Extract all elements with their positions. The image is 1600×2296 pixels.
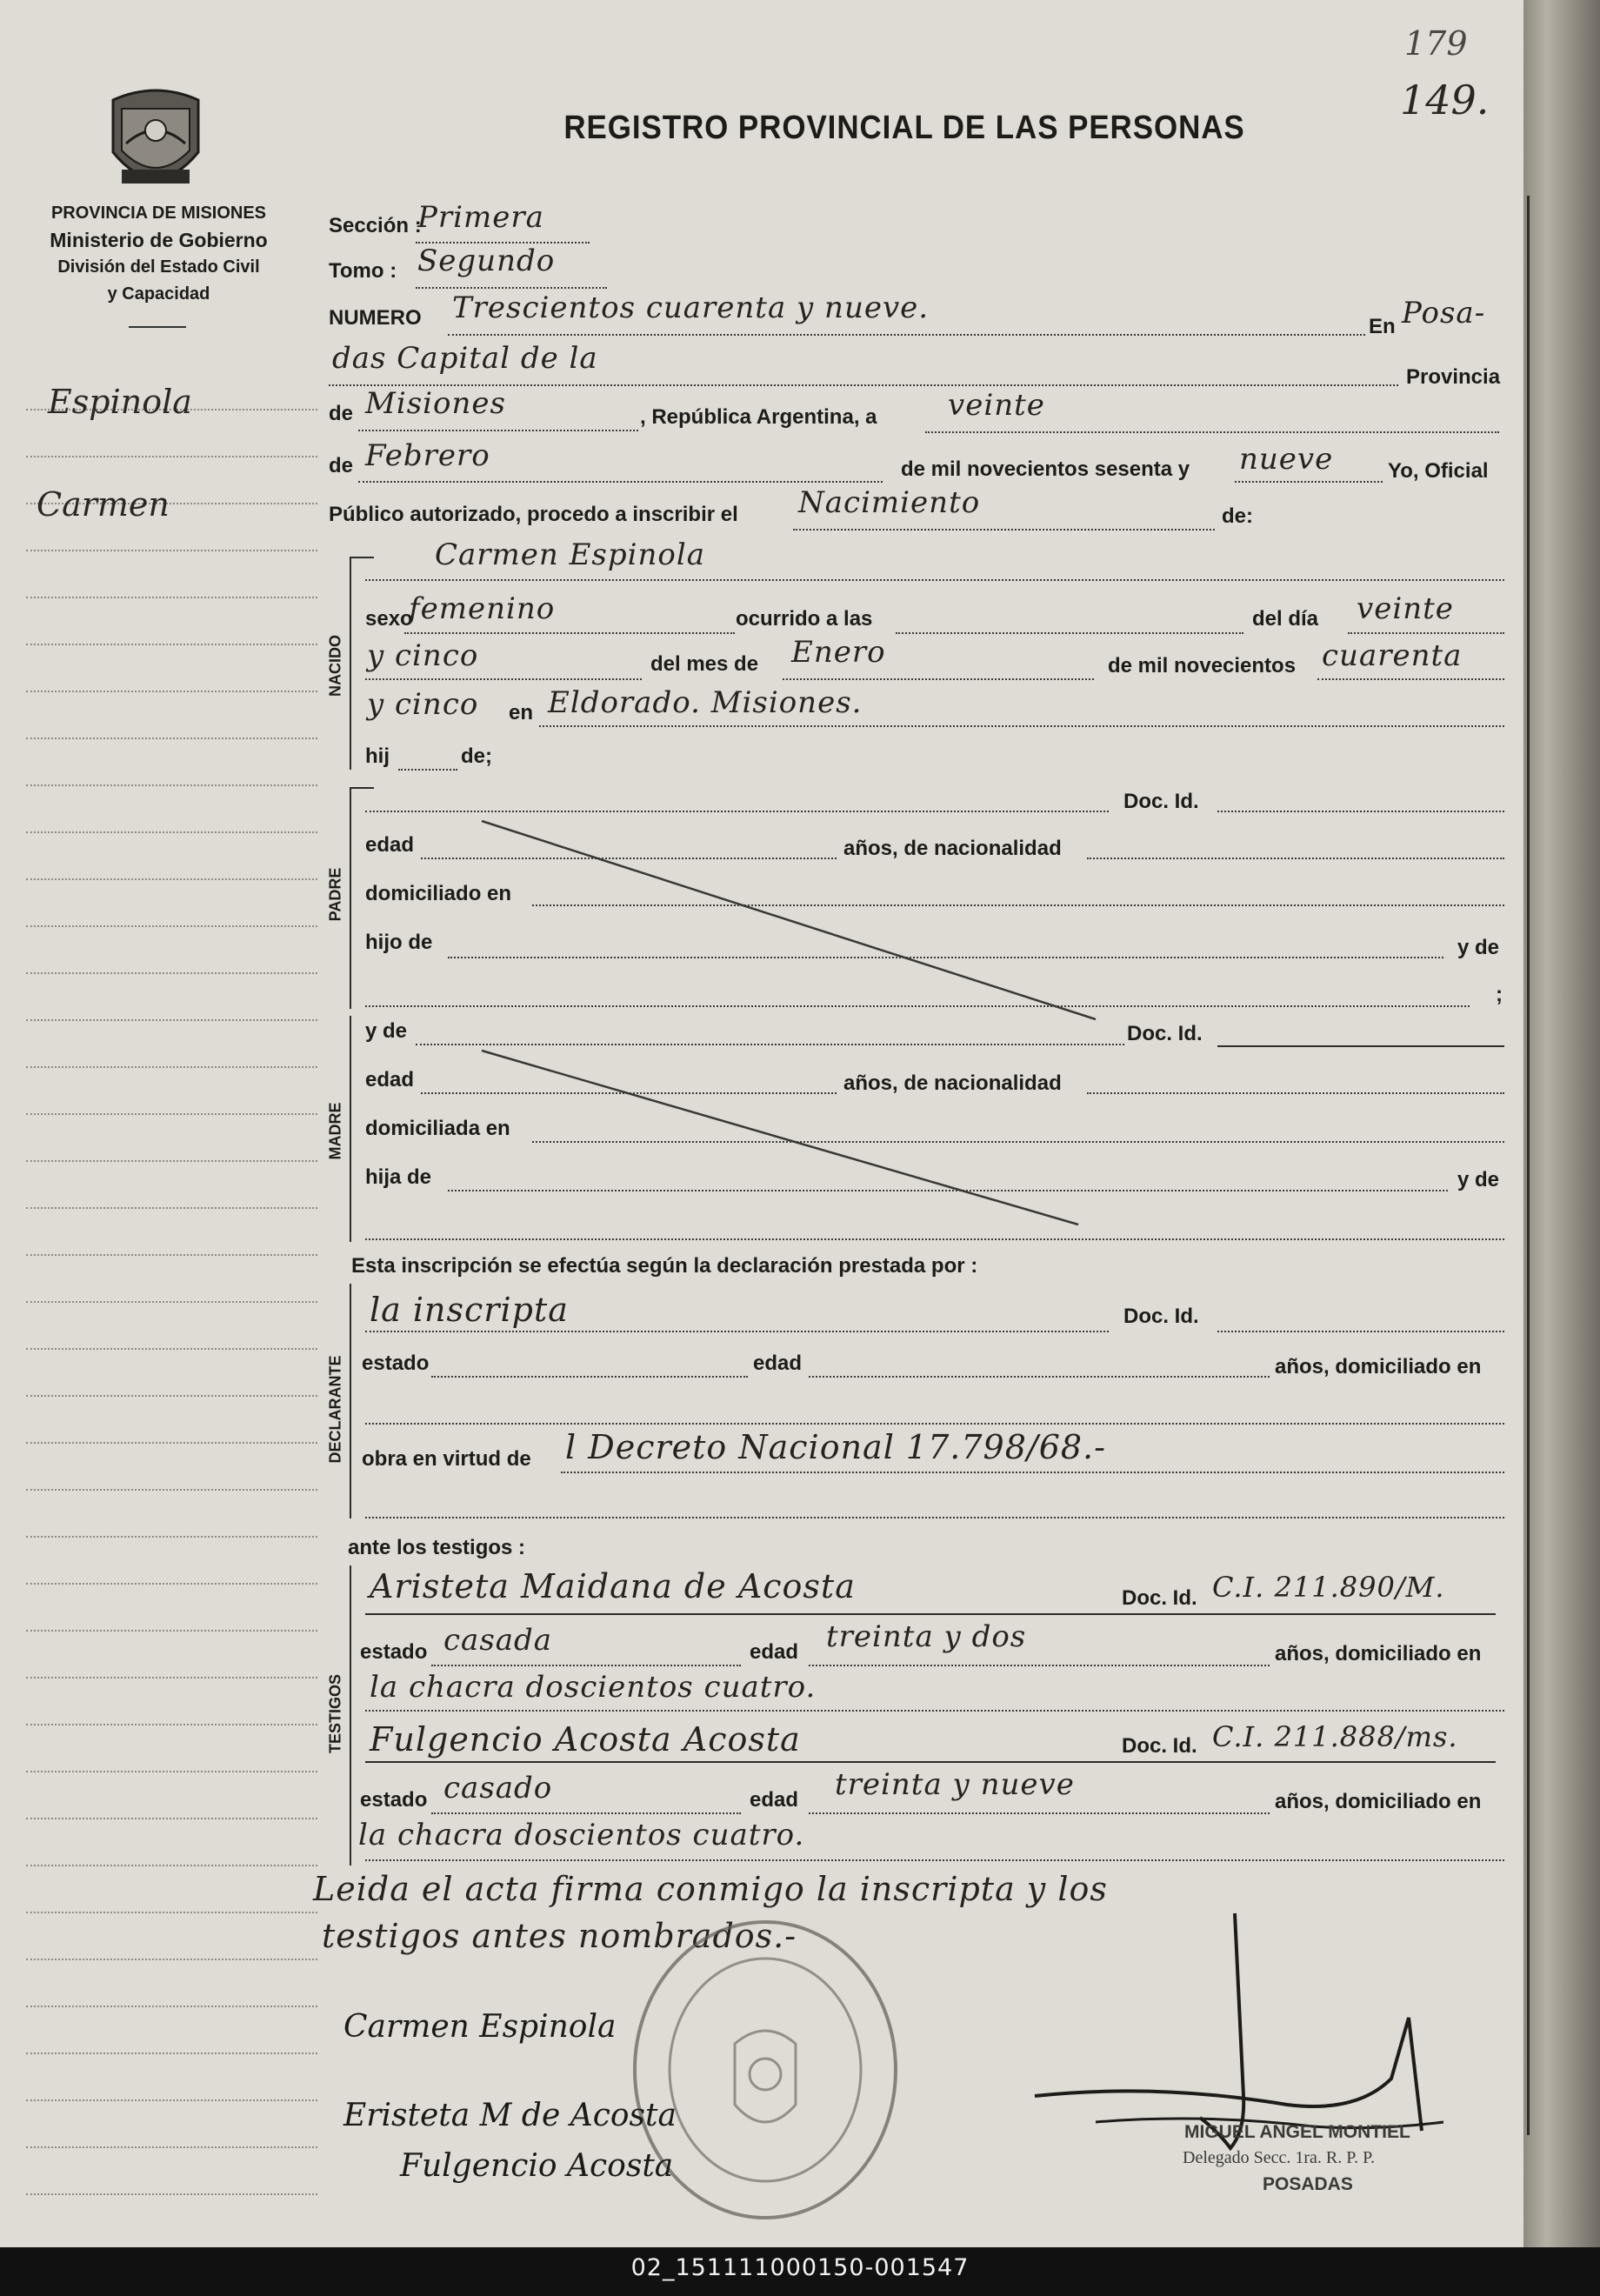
dotted-line	[1217, 1331, 1504, 1332]
margin-ruled-line	[26, 738, 317, 739]
padre-crossout-line	[470, 809, 1104, 1026]
margin-ruled-line	[26, 1489, 317, 1491]
margin-ruled-line	[26, 644, 317, 645]
en-label: En	[1369, 315, 1396, 338]
dotted-line	[809, 1665, 1270, 1666]
dotted-line	[809, 1376, 1270, 1378]
dotted-line	[365, 678, 642, 680]
testigo1-edad-value: treinta y dos	[826, 1619, 1027, 1654]
margin-ruled-line	[26, 1536, 317, 1538]
testigo2-name: Fulgencio Acosta Acosta	[370, 1720, 801, 1759]
testigo1-estado-label: estado	[360, 1640, 428, 1664]
dotted-line	[365, 1331, 1109, 1332]
testigo2-line	[365, 1761, 1496, 1763]
dia-nac-value-2: y cinco	[367, 638, 479, 673]
tomo-value: Segundo	[417, 244, 556, 278]
signature-testigo2: Fulgencio Acosta	[400, 2148, 674, 2184]
de-label-2: de	[329, 454, 354, 477]
margin-ruled-line	[26, 1630, 317, 1632]
margin-ruled-line	[26, 1301, 317, 1303]
testigo1-edad-label: edad	[750, 1640, 799, 1664]
madre-hija-label: hija de	[365, 1165, 432, 1189]
dotted-line	[416, 287, 607, 289]
testigo1-doc-label: Doc. Id.	[1122, 1586, 1197, 1610]
yo-oficial-label: Yo, Oficial	[1388, 459, 1489, 483]
testigos-side-label: TESTIGOS	[326, 1674, 344, 1754]
province-name: PROVINCIA DE MISIONES	[50, 204, 267, 223]
madre-y-de-label-2: y de	[1457, 1168, 1500, 1191]
anio-nac-value-2: y cinco	[367, 687, 479, 722]
dotted-line	[1317, 678, 1504, 680]
padre-y-de-label: y de	[1457, 936, 1500, 959]
margin-ruled-line	[26, 925, 317, 927]
declarante-anios-label: años, domiciliado en	[1275, 1355, 1482, 1378]
margin-ruled-line	[26, 1254, 317, 1256]
margin-ruled-line	[26, 1818, 317, 1819]
dotted-line	[539, 725, 1504, 727]
official-title: Delegado Secc. 1ra. R. P. P.	[1183, 2148, 1376, 2167]
dotted-line	[358, 430, 638, 431]
book-spine	[1523, 0, 1600, 2247]
nacido-bracket-top	[350, 557, 374, 558]
declarante-bracket	[350, 1284, 351, 1518]
padre-doc-label: Doc. Id.	[1123, 790, 1199, 813]
mes-value: Febrero	[365, 438, 490, 473]
margin-ruled-line	[26, 1959, 317, 1960]
decreto-value: l Decreto Nacional 17.798/68.-	[565, 1428, 1106, 1466]
margin-ruled-line	[26, 1771, 317, 1772]
numero-label: NUMERO	[329, 306, 422, 330]
dotted-line	[1348, 632, 1504, 634]
testigo2-edad-label: edad	[750, 1788, 799, 1812]
right-frame-line	[1527, 196, 1530, 2135]
header-rule	[129, 326, 186, 328]
margin-ruled-line	[26, 1348, 317, 1350]
testigo2-dom-value: la chacra doscientos cuatro.	[358, 1818, 805, 1852]
dotted-line	[809, 1812, 1270, 1814]
province-emblem-icon	[104, 83, 207, 197]
margin-ruled-line	[26, 1865, 317, 1866]
margin-ruled-line	[26, 878, 317, 880]
seccion-label: Sección :	[329, 214, 422, 237]
dotted-line	[1087, 858, 1504, 859]
testigo2-anios-label: años, domiciliado en	[1275, 1790, 1482, 1813]
division-name-2: y Capacidad	[107, 284, 210, 304]
testigo2-doc-label: Doc. Id.	[1122, 1734, 1197, 1758]
padre-domicilio-label: domiciliado en	[365, 882, 512, 905]
republica-label: , República Argentina, a	[640, 405, 877, 429]
madre-edad-label: edad	[365, 1068, 415, 1091]
margin-given-name: Carmen	[37, 485, 170, 524]
margin-ruled-line	[26, 1677, 317, 1679]
division-name: División del Estado Civil	[57, 257, 260, 277]
dotted-line	[783, 678, 1094, 680]
ministry-header	[0, 200, 317, 308]
nacido-side-label: NACIDO	[326, 635, 344, 697]
margin-ruled-line	[26, 1160, 317, 1162]
dotted-line	[365, 1423, 1504, 1425]
page-number-top: 179	[1404, 24, 1468, 63]
declarante-value: la inscripta	[370, 1291, 569, 1329]
testigo1-line	[365, 1613, 1496, 1615]
en-label-2: en	[509, 701, 534, 724]
margin-ruled-line	[26, 550, 317, 551]
margin-ruled-line	[26, 1395, 317, 1397]
margin-ruled-line	[26, 1583, 317, 1585]
margin-ruled-line	[26, 2052, 317, 2054]
margin-ruled-line	[26, 691, 317, 692]
ante-testigos-label: ante los testigos :	[348, 1536, 526, 1559]
madre-y-de-label: y de	[365, 1019, 408, 1043]
testigo2-estado-value: casado	[443, 1771, 553, 1805]
dotted-line	[431, 1376, 748, 1378]
madre-bracket	[350, 1016, 351, 1242]
testigo1-doc-value: C.I. 211.890/M.	[1212, 1571, 1445, 1604]
declaracion-label: Esta inscripción se efectúa según la declaración prestada por :	[351, 1254, 978, 1278]
signature-testigo1: Eristeta M de Acosta	[343, 2098, 677, 2133]
margin-ruled-line	[26, 2146, 317, 2148]
margin-ruled-line	[26, 1113, 317, 1115]
sexo-label: sexo	[365, 607, 413, 631]
dotted-line	[365, 1238, 1504, 1240]
testigo2-edad-value: treinta y nueve	[835, 1767, 1075, 1802]
cierre-line-2: testigos antes nombrados.-	[322, 1917, 797, 1955]
dia-nac-value: veinte	[1357, 591, 1454, 626]
seccion-value: Primera	[417, 200, 544, 235]
margin-ruled-line	[26, 972, 317, 974]
declarante-doc-label: Doc. Id.	[1123, 1305, 1199, 1328]
margin-ruled-line	[26, 1066, 317, 1068]
dotted-line	[365, 1517, 1504, 1518]
publico-label: Público autorizado, procedo a inscribir el	[329, 503, 738, 526]
ocurrido-label: ocurrido a las	[736, 607, 873, 631]
official-name: MIGUEL ANGEL MONTIEL	[1184, 2122, 1410, 2142]
dotted-line	[404, 632, 735, 634]
padre-edad-label: edad	[365, 833, 415, 857]
margin-ruled-line	[26, 1724, 317, 1725]
provincia-value: Misiones	[365, 386, 506, 421]
margin-ruled-line	[26, 2193, 317, 2195]
dotted-line	[793, 529, 1215, 531]
testigo1-estado-value: casada	[443, 1623, 553, 1658]
nombre-value: Carmen Espinola	[435, 537, 706, 572]
padre-bracket-top	[350, 787, 374, 789]
margin-ruled-line	[26, 2006, 317, 2007]
dotted-line	[1087, 1092, 1504, 1094]
margin-ruled-line	[26, 1019, 317, 1021]
lugar-nac-value: Eldorado. Misiones.	[548, 685, 863, 720]
dotted-line	[358, 481, 883, 483]
dotted-line	[365, 579, 1504, 581]
margin-ruled-line	[26, 1912, 317, 1913]
dotted-line	[1217, 811, 1504, 812]
del-mes-label: del mes de	[650, 652, 759, 676]
madre-crossout-line	[470, 1042, 1096, 1233]
testigo2-doc-value: C.I. 211.888/ms.	[1212, 1720, 1458, 1753]
signature-inscripta: Carmen Espinola	[343, 2009, 617, 2045]
de-mil-nov-label: de mil novecientos	[1108, 654, 1297, 677]
dotted-line	[925, 431, 1499, 433]
hij-label: hij	[365, 744, 390, 768]
numero-value: Trescientos cuarenta y nueve.	[452, 290, 930, 325]
hij-de-label: de;	[461, 744, 492, 768]
de-colon-label: de:	[1222, 504, 1253, 528]
acto-value: Nacimiento	[798, 485, 981, 520]
official-place: POSADAS	[1263, 2174, 1353, 2194]
dotted-line	[561, 1472, 1504, 1473]
madre-domicilio-label: domiciliada en	[365, 1117, 510, 1140]
margin-ruled-line	[26, 1207, 317, 1209]
dotted-line	[365, 1710, 1504, 1712]
dotted-line	[431, 1812, 741, 1814]
padre-side-label: PADRE	[326, 867, 344, 922]
margin-surname: Espinola	[48, 383, 192, 421]
ministry-name: Ministerio de Gobierno	[50, 229, 268, 251]
dotted-line	[1235, 481, 1383, 483]
anio-value: nueve	[1239, 442, 1334, 477]
margin-ruled-line	[26, 2099, 317, 2101]
testigo1-name: Aristeta Maidana de Acosta	[370, 1567, 856, 1605]
obra-label: obra en virtud de	[362, 1447, 531, 1471]
testigo1-anios-label: años, domiciliado en	[1275, 1642, 1482, 1665]
declarante-estado-label: estado	[362, 1352, 430, 1375]
testigo2-estado-label: estado	[360, 1788, 428, 1812]
margin-ruled-line	[26, 831, 317, 833]
document-title: REGISTRO PROVINCIAL DE LAS PERSONAS	[563, 110, 1245, 146]
dotted-line	[398, 769, 457, 771]
margin-ruled-line	[26, 784, 317, 786]
declarante-side-label: DECLARANTE	[326, 1355, 344, 1464]
del-dia-label: del día	[1252, 607, 1319, 631]
de-mil-label: de mil novecientos sesenta y	[901, 457, 1190, 481]
margin-ruled-line	[26, 597, 317, 598]
de-label: de	[329, 402, 354, 425]
madre-doc-line	[1217, 1045, 1504, 1047]
testigos-bracket	[350, 1565, 351, 1866]
declarante-edad-label: edad	[753, 1352, 803, 1375]
padre-bracket	[350, 787, 351, 1009]
sexo-value: femenino	[409, 591, 556, 626]
dotted-line	[896, 632, 1243, 634]
provincia-label: Provincia	[1406, 365, 1501, 389]
footer-image-id: 02_151111000150-001547	[630, 2254, 970, 2281]
padre-hijo-label: hijo de	[365, 931, 433, 954]
cierre-line-1: Leida el acta firma conmigo la inscripta y los	[313, 1870, 1108, 1908]
anio-nac-value: cuarenta	[1322, 638, 1463, 673]
place-value-1: Posa-	[1402, 296, 1486, 330]
dotted-line	[448, 334, 1365, 336]
margin-ruled-line	[26, 1442, 317, 1444]
padre-anios-label: años, de nacionalidad	[843, 837, 1062, 860]
dia-value: veinte	[948, 388, 1045, 423]
dotted-line	[365, 1859, 1504, 1861]
madre-doc-label: Doc. Id.	[1127, 1022, 1203, 1045]
nacido-bracket	[350, 557, 351, 770]
tomo-label: Tomo :	[329, 259, 397, 283]
margin-ruled-line	[26, 456, 317, 457]
madre-anios-label: años, de nacionalidad	[843, 1071, 1062, 1095]
dotted-line	[431, 1665, 741, 1666]
place-value-2: das Capital de la	[332, 341, 598, 376]
page-number: 149.	[1400, 77, 1490, 123]
madre-side-label: MADRE	[326, 1102, 344, 1160]
padre-semicolon: ;	[1496, 983, 1503, 1006]
mes-nac-value: Enero	[791, 635, 886, 670]
testigo1-dom-value: la chacra doscientos cuatro.	[370, 1670, 817, 1705]
